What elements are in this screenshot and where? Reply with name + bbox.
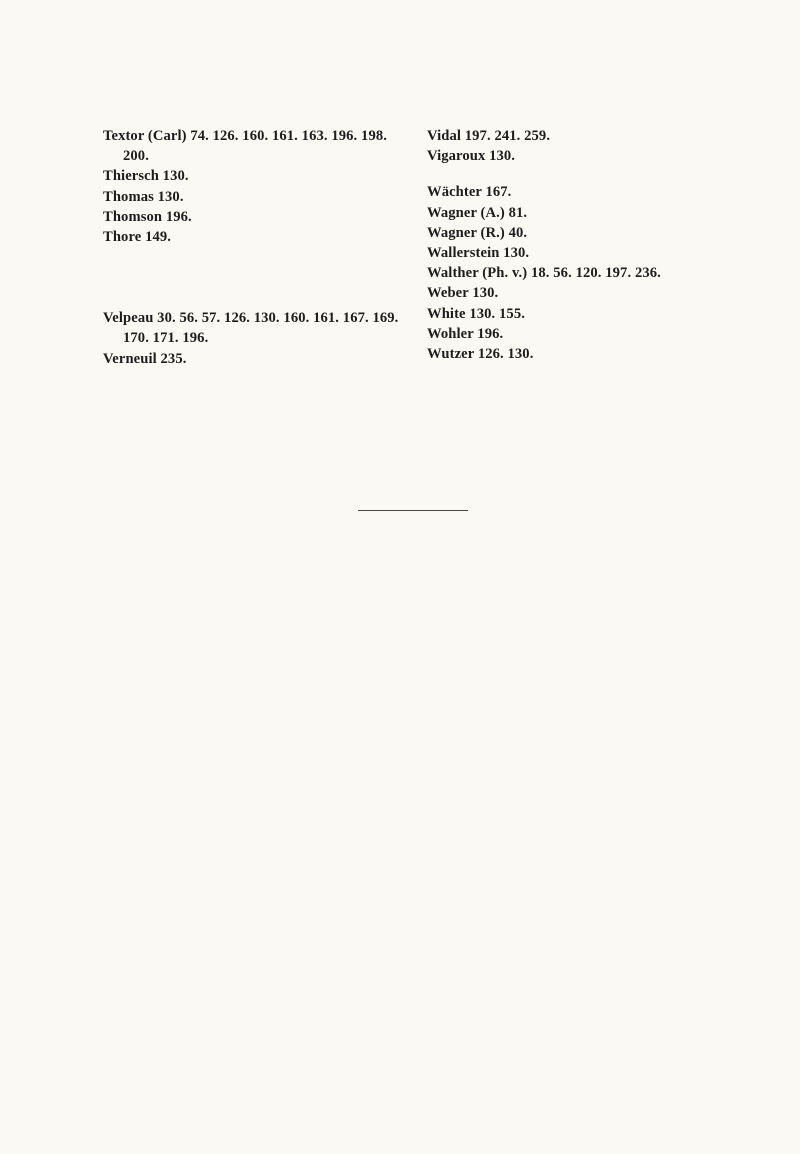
letter-group-gap [103,247,408,308]
index-entry: Thomson 196. [103,208,192,225]
index-entry: Thomas 130. [103,188,184,205]
index-entry: Thiersch 130. [103,168,189,185]
index-entry: Vigaroux 130. [427,148,516,165]
index-entry: Wagner (A.) 81. [427,204,528,221]
index-entry: Velpeau 30. 56. 57. 126. 130. 160. 161. 167. 169. 170. 171. 196. [103,310,399,347]
index-entry: Vidal 197. 241. 259. [427,128,551,144]
index-entry: Weber 130. [427,285,499,302]
index-entry: White 130. 155. [427,305,525,322]
index-entry: Wagner (R.) 40. [427,224,528,241]
index-entry: Textor (Carl) 74. 126. 160. 161. 163. 196. 198. 200. [103,128,387,165]
index-entry: Thore 149. [103,229,172,246]
closing-rule [358,510,468,511]
letter-group-gap [427,166,787,182]
index-entry: Wutzer 126. 130. [427,346,534,363]
index-entry: Wallerstein 130. [427,245,530,262]
index-entry: Verneuil 235. [103,350,187,367]
index-entry: Walther (Ph. v.) 18. 56. 120. 197. 236. [427,265,661,282]
index-entry: Wächter 167. [427,184,512,201]
index-entry: Wohler 196. [427,325,504,342]
index-column-right [427,126,787,364]
index-column-left [103,126,408,369]
